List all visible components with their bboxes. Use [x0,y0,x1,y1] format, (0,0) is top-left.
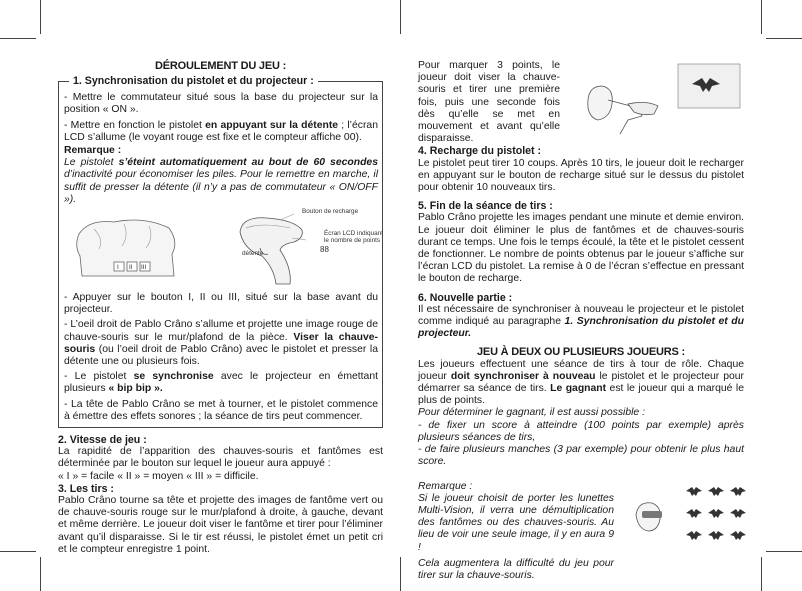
remarque-label: Remarque : [64,145,122,157]
paragraph: Pour déterminer le gagnant, il est aussi possible : [418,407,645,419]
player-aiming-illustration [568,60,744,136]
paragraph: - La tête de Pablo Crâno se met à tourner, et le pistolet commence à émettre des effets sonores ; la séance de tirs peut commencer. [64,398,378,422]
multi-vision-illustration [630,481,750,555]
crop-mark [761,0,762,34]
remarque-text: Le pistolet s’éteint automatiquement au bout de 60 secondes d’inactivité pour économiser les piles. Pour le remettre en marche, il suffit de presser la détente (il n’y a pas de commutateur « ON/OFF »). [64,157,378,205]
crop-mark [766,551,802,552]
paragraph: Pablo Crâno tourne sa tête et projette des images de fantôme vert ou de chauve-souris rouge sur le mur/plafond à droite, à gauche, devant et même derrière. Le joueur doit viser le fantôme et tirer pour l’éliminer avant qu’il disparaisse. Si le tir est réussi, le pistolet émet un petit cri et le compteur enregistre 1 point. [58,495,383,555]
lcd-digits: 88 [320,245,329,255]
paragraph: - L’oeil droit de Pablo Crâno s’allume et projette une image rouge de chauve-souris sur le mur/plafond de la pièce. Viser la chauve-souris (ou l’oeil droit de Pablo Crâno) avec le pistolet et presser la détente une ou plusieurs fois. [64,319,378,368]
right-column [418,60,744,582]
paragraph: Les joueurs effectuent une séance de tirs à tour de rôle. Chaque joueur doit synchroniser à nouveau le pistolet et le projecteur pour démarrer sa séance de tirs. Le gagnant est le joueur qui a marqué le plus de points. [418,358,744,407]
paragraph: - de faire plusieurs manches (3 par exemple) pour obtenir le plus haut score. [418,444,744,468]
paragraph: - Le pistolet se synchronise avec le projecteur en émettant plusieurs « bip bip ». [64,371,378,395]
crop-mark [400,557,401,591]
switch-label-iii: III [141,264,147,272]
paragraph: Il est nécessaire de synchroniser à nouveau le projecteur et le pistolet comme indiqué au paragraphe 1. Synchronisation du pistolet et du projecteur. [418,303,745,340]
heading-recharge: 4. Recharge du pistolet : [418,145,542,158]
paragraph: « I » = facile « II » = moyen « III » = difficile. [58,470,259,482]
remarque-text: Cela augmentera la difficulté du jeu pour tirer sur la chauve-souris. [418,557,614,581]
section-title-multiplayer: JEU À DEUX OU PLUSIEURS JOUEURS : [477,346,685,359]
crop-mark [40,557,41,591]
paragraph: Pour marquer 3 points, le joueur doit viser la chauve-souris et tirer une première fois, puis une seconde fois dès qu’elle se met en mouvement et avant qu’elle disparaisse. [418,60,560,145]
switch-label-ii: II [129,264,133,272]
crop-mark [0,38,36,39]
label-lcd-screen: Écran LCD indiquant le nombre de points [324,230,383,245]
crop-mark [400,0,401,34]
label-trigger: détente [242,250,264,258]
pistol-illustration [232,210,312,288]
heading-end-session: 5. Fin de la séance de tirs : [418,200,553,213]
remarque-text: Si le joueur choisit de porter les lunettes Multi-Vision, il verra une démultiplication des fantômes ou des chauves-souris. Au lieu de voir une seule image, il y en aura 9 ! [418,492,614,553]
paragraph: Le pistolet peut tirer 10 coups. Après 10 tirs, le joueur doit le recharger en appuyant sur le bouton de recharge situé sur le dessus du pistolet pour obtenir 10 nouveaux tirs. [418,157,744,194]
section-title: DÉROULEMENT DU JEU : [154,60,287,72]
paragraph: - Appuyer sur le bouton I, II ou III, situé sur la base avant du projecteur. [64,292,378,316]
paragraph: - de fixer un score à atteindre (100 points par exemple) après plusieurs séances de tirs, [418,419,744,443]
paragraph: Pablo Crâno projette les images pendant une minute et demie environ. Le joueur doit éliminer le plus de fantômes et de chauves-souris durant ce temps. Une fois le temps écoulé, la tête et le pistolet cessent de fonctionner. Le nombre de points obtenus par le joueur s’affiche sur l’écran LCD du pistolet. La remise à 0 de l’écran s’effectue en pressant le bouton de recharge. [418,212,744,285]
device-diagram [64,208,383,292]
heading-speed: 2. Vitesse de jeu : [58,434,147,447]
sync-box [58,75,383,428]
paragraph: - Mettre le commutateur situé sous la base du projecteur sur la position « ON ». [64,92,378,116]
sync-box-legend: 1. Synchronisation du pistolet et du projecteur : [69,75,318,87]
switch-label-i: I [117,264,119,272]
paragraph: - Mettre en fonction le pistolet en appuyant sur la détente ; l’écran LCD s’allume (le voyant rouge est fixe et le compteur affiche 00). [64,119,378,143]
remarque-label: Remarque : [418,480,473,492]
label-recharge-button: Bouton de recharge [302,208,359,216]
paragraph: La rapidité de l’apparition des chauves-souris et fantômes est déterminée par le bouton sur lequel le joueur aura appuyé : [58,446,383,470]
crop-mark [761,557,762,591]
crop-mark [766,38,802,39]
crop-mark [0,551,36,552]
crop-mark [40,0,41,34]
heading-shots: 3. Les tirs : [58,482,114,495]
left-column [58,60,383,556]
projector-base-illustration [74,214,184,284]
heading-new-game: 6. Nouvelle partie : [418,291,513,304]
